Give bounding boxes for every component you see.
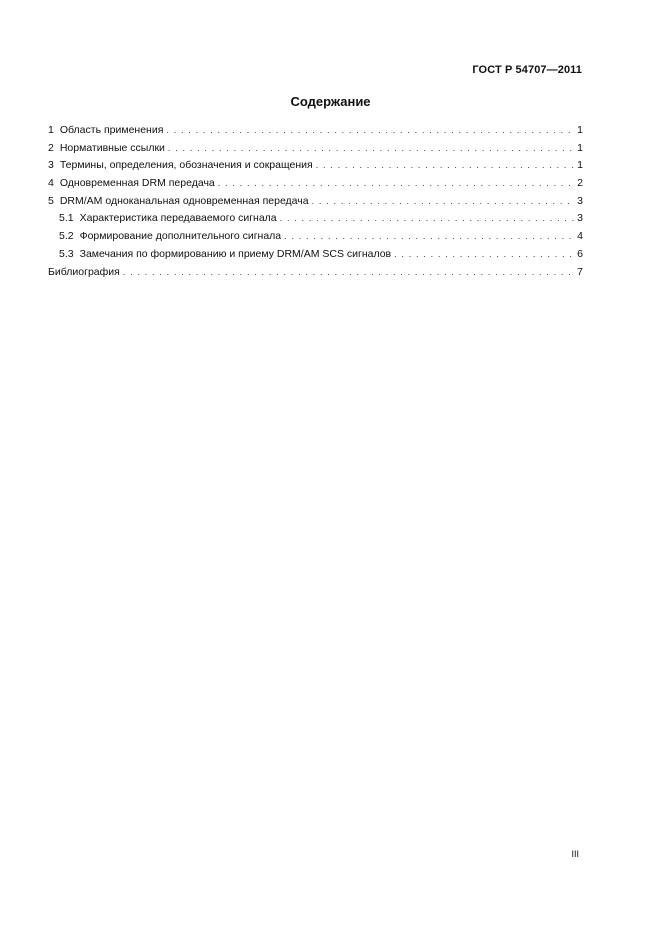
standard-code: ГОСТ Р 54707—2011: [472, 64, 582, 76]
toc-entry-label: Одновременная DRM передача: [59, 177, 215, 190]
toc-entry-page: 1: [577, 159, 583, 172]
toc-entry-label: Замечания по формированию и приему DRM/AM SCS сигналов: [79, 247, 392, 260]
toc-leader-dots: [316, 157, 574, 175]
toc-leader-dots: [218, 175, 574, 193]
toc-leader-dots: [280, 210, 574, 228]
toc-entry[interactable]: [48, 193, 583, 211]
toc-entry-label: DRM/AM одноканальная одновременная передача: [59, 194, 309, 207]
toc-entry-number: 5.1: [59, 212, 74, 225]
toc-entry[interactable]: [48, 264, 583, 282]
toc-entry[interactable]: [48, 246, 583, 264]
toc-entry-page: 7: [577, 265, 583, 278]
page-number: III: [571, 849, 579, 859]
toc-entry-page: 3: [577, 194, 583, 207]
toc-leader-dots: [394, 246, 574, 264]
toc-entry[interactable]: [48, 122, 583, 140]
toc-entry-label: Характеристика передаваемого сигнала: [79, 212, 277, 225]
toc-entry[interactable]: [48, 175, 583, 193]
toc-entry-label: Термины, определения, обозначения и сокращения: [59, 159, 313, 172]
toc-entry-number: 1: [48, 124, 54, 136]
toc-leader-dots: [168, 140, 574, 158]
toc-entry-page: 3: [577, 212, 583, 225]
toc-entry-page: 2: [577, 177, 583, 190]
table-of-contents: [48, 122, 583, 281]
toc-entry[interactable]: [48, 140, 583, 158]
toc-entry[interactable]: [48, 210, 583, 228]
toc-entry-page: 1: [577, 141, 583, 154]
toc-entry-label: Область применения: [59, 124, 164, 136]
toc-entry-page: 1: [577, 124, 583, 136]
toc-entry-number: 2: [48, 141, 54, 154]
toc-entry-page: 6: [577, 247, 583, 260]
toc-entry-number: 5: [48, 194, 54, 207]
toc-entry-number: 5.3: [59, 247, 74, 260]
toc-entry-number: 5.2: [59, 230, 74, 243]
toc-entry[interactable]: [48, 157, 583, 175]
toc-entry-page: 4: [577, 230, 583, 243]
toc-entry-number: 3: [48, 159, 54, 172]
toc-title: Содержание: [290, 94, 371, 109]
toc-leader-dots: [312, 193, 574, 211]
toc-entry-number: 4: [48, 177, 54, 190]
toc-leader-dots: [166, 122, 574, 140]
toc-entry-label: Формирование дополнительного сигнала: [79, 230, 282, 243]
toc-entry[interactable]: [48, 228, 583, 246]
toc-leader-dots: [123, 264, 574, 282]
toc-entry-label: Нормативные ссылки: [59, 141, 165, 154]
toc-leader-dots: [284, 228, 574, 246]
toc-entry-label: Библиография: [48, 265, 120, 278]
